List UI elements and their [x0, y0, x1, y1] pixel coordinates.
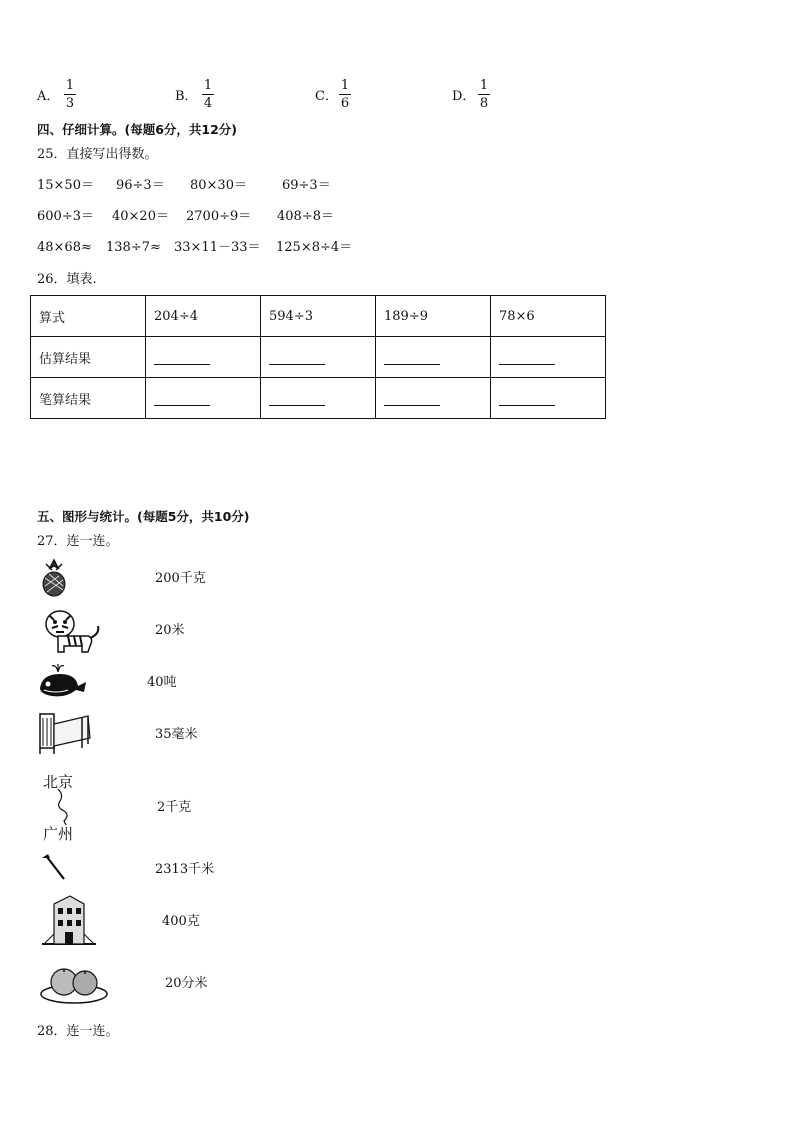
question-26: 26．填表. — [37, 272, 97, 287]
answer-blank[interactable] — [269, 350, 325, 365]
answer-blank[interactable] — [269, 391, 325, 406]
table-row-label: 估算结果 — [31, 337, 146, 378]
section5-title: 五、图形与统计。(每题5分，共10分) — [37, 509, 250, 524]
calc-item: 80×30＝ — [190, 178, 247, 193]
option-c-fraction: 1 6 — [340, 78, 350, 111]
table-header-row — [31, 296, 606, 337]
answer-cell[interactable] — [261, 378, 376, 419]
calc-item: 2700÷9＝ — [186, 209, 252, 224]
option-d-fraction: 1 8 — [479, 78, 489, 111]
table-header-cell: 594÷3 — [261, 296, 376, 337]
tiger-icon — [38, 606, 102, 656]
answer-blank[interactable] — [384, 391, 440, 406]
option-b-letter: B． — [175, 89, 198, 104]
table-header-cell: 78×6 — [491, 296, 606, 337]
table-row-label: 笔算结果 — [31, 378, 146, 419]
measure-label: 35毫米 — [155, 727, 198, 742]
measure-label: 20分米 — [165, 976, 208, 991]
answer-cell[interactable] — [261, 337, 376, 378]
measure-label: 20米 — [155, 623, 185, 638]
answer-blank[interactable] — [154, 391, 210, 406]
building-icon — [40, 894, 98, 948]
table-header-cell: 204÷4 — [146, 296, 261, 337]
question-25: 25．直接写出得数。 — [37, 147, 158, 162]
option-a-fraction: 1 3 — [65, 78, 75, 111]
measure-label: 200千克 — [155, 571, 206, 586]
answer-cell[interactable] — [376, 378, 491, 419]
answer-cell[interactable] — [146, 337, 261, 378]
answer-blank[interactable] — [499, 350, 555, 365]
question-28: 28．连一连。 — [37, 1024, 119, 1039]
question-27: 27．连一连。 — [37, 534, 119, 549]
answer-blank[interactable] — [499, 391, 555, 406]
whale-icon — [36, 660, 88, 700]
calc-item: 96÷3＝ — [116, 178, 165, 193]
answer-cell[interactable] — [491, 337, 606, 378]
bed-icon — [36, 710, 94, 756]
table-header-cell: 189÷9 — [376, 296, 491, 337]
answer-cell[interactable] — [376, 337, 491, 378]
oranges-plate-icon — [38, 962, 110, 1006]
calc-item: 15×50＝ — [37, 178, 94, 193]
calc-item: 125×8÷4＝ — [276, 240, 353, 255]
calc-item: 600÷3＝ — [37, 209, 94, 224]
option-c-letter: C． — [315, 89, 338, 104]
calc-item: 48×68≈ — [37, 240, 92, 255]
calc-item: 69÷3＝ — [282, 178, 331, 193]
calc-item: 138÷7≈ — [106, 240, 161, 255]
estimate-table — [30, 295, 606, 419]
answer-cell[interactable] — [491, 378, 606, 419]
calc-item: 40×20＝ — [112, 209, 169, 224]
answer-blank[interactable] — [154, 350, 210, 365]
nail-icon — [38, 852, 68, 882]
option-d-letter: D． — [452, 89, 476, 104]
measure-label: 400克 — [162, 914, 200, 929]
answer-blank[interactable] — [384, 350, 440, 365]
calc-item: 408÷8＝ — [277, 209, 334, 224]
option-a-letter: A． — [37, 89, 60, 104]
measure-label: 2千克 — [157, 800, 192, 815]
pineapple-icon — [36, 558, 72, 598]
section4-title: 四、仔细计算。(每题6分，共12分) — [37, 122, 238, 137]
measure-label: 40吨 — [147, 675, 177, 690]
route-line-icon — [50, 789, 76, 825]
table-row-estimate — [31, 337, 606, 378]
calc-item: 33×11－33＝ — [174, 240, 261, 255]
map-label-guangzhou: 广州 — [43, 825, 74, 843]
measure-label: 2313千米 — [155, 862, 215, 877]
answer-cell[interactable] — [146, 378, 261, 419]
table-row-written — [31, 378, 606, 419]
map-label-beijing: 北京 — [43, 773, 74, 791]
table-header-cell: 算式 — [31, 296, 146, 337]
option-b-fraction: 1 4 — [203, 78, 213, 111]
